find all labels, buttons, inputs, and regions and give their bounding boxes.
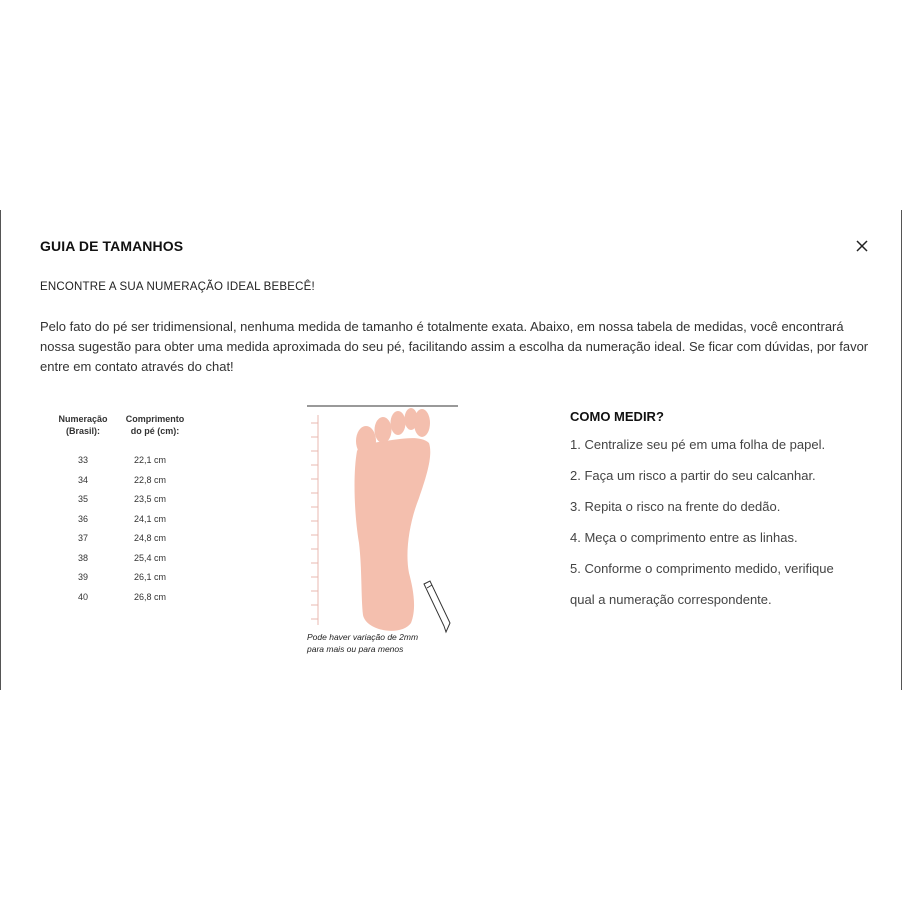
length-column-header: Comprimento do pé (cm): [125,414,185,436]
length-cell: 23,5 cm [134,494,167,504]
size-cell: 35 [77,494,88,504]
step-item: 4. Meça o comprimento entre as linhas. [570,530,798,545]
close-icon[interactable] [852,236,872,256]
pencil-icon [424,581,450,632]
size-cell: 34 [77,474,88,485]
step-item: 1. Centralize seu pé em uma folha de papel. [570,437,826,452]
length-cell: 25,4 cm [134,552,167,563]
size-cell: 33 [77,455,88,465]
length-cell: 24,8 cm [134,533,167,543]
step-item: qual a numeração correspondente. [570,592,772,607]
length-cell: 26,1 cm [134,572,167,582]
length-cell: 24,1 cm [134,513,167,524]
table-row [53,553,203,569]
intro-text: Pelo fato do pé ser tridimensional, nenhuma medida de tamanho é totalmente exata. Abaixo, em nossa tabela de medidas, você encontrará nossa sugestão para obter uma medida aproximada do seu pé, facilitando assim a escolha da numeração ideal. Se ficar com dúvidas, por favor entre em contato através do chat! [40,319,869,374]
size-cell: 37 [77,533,88,543]
size-cell: 38 [77,552,88,563]
size-cell: 36 [77,513,88,524]
modal-title: GUIA DE TAMANHOS [40,238,184,254]
table-row [53,455,203,471]
foot-measurement-illustration [301,403,471,663]
length-cell: 22,8 cm [134,474,167,485]
length-cell: 26,8 cm [134,591,167,602]
ruler-icon [311,415,318,625]
how-to-measure [570,409,890,622]
table-row [53,572,203,588]
size-cell: 39 [77,572,88,582]
step-item: 5. Conforme o comprimento medido, verifique [570,561,834,576]
foot-icon [355,408,431,631]
table-row [53,475,203,491]
variation-caption: Pode haver variação de 2mm para mais ou para menos [307,632,419,654]
length-cell: 22,1 cm [134,455,167,465]
table-row [53,514,203,530]
size-cell: 40 [77,591,88,602]
modal-subtitle: ENCONTRE A SUA NUMERAÇÃO IDEAL BEBECÊ! [40,281,315,293]
how-to-title: COMO MEDIR? [570,409,664,424]
table-row [53,592,203,608]
size-column-header: Numeração (Brasil): [58,414,108,436]
size-guide-modal [0,210,902,690]
table-row [53,533,203,549]
step-item: 2. Faça um risco a partir do seu calcanhar. [570,468,816,483]
table-row [53,494,203,510]
step-item: 3. Repita o risco na frente do dedão. [570,499,781,514]
